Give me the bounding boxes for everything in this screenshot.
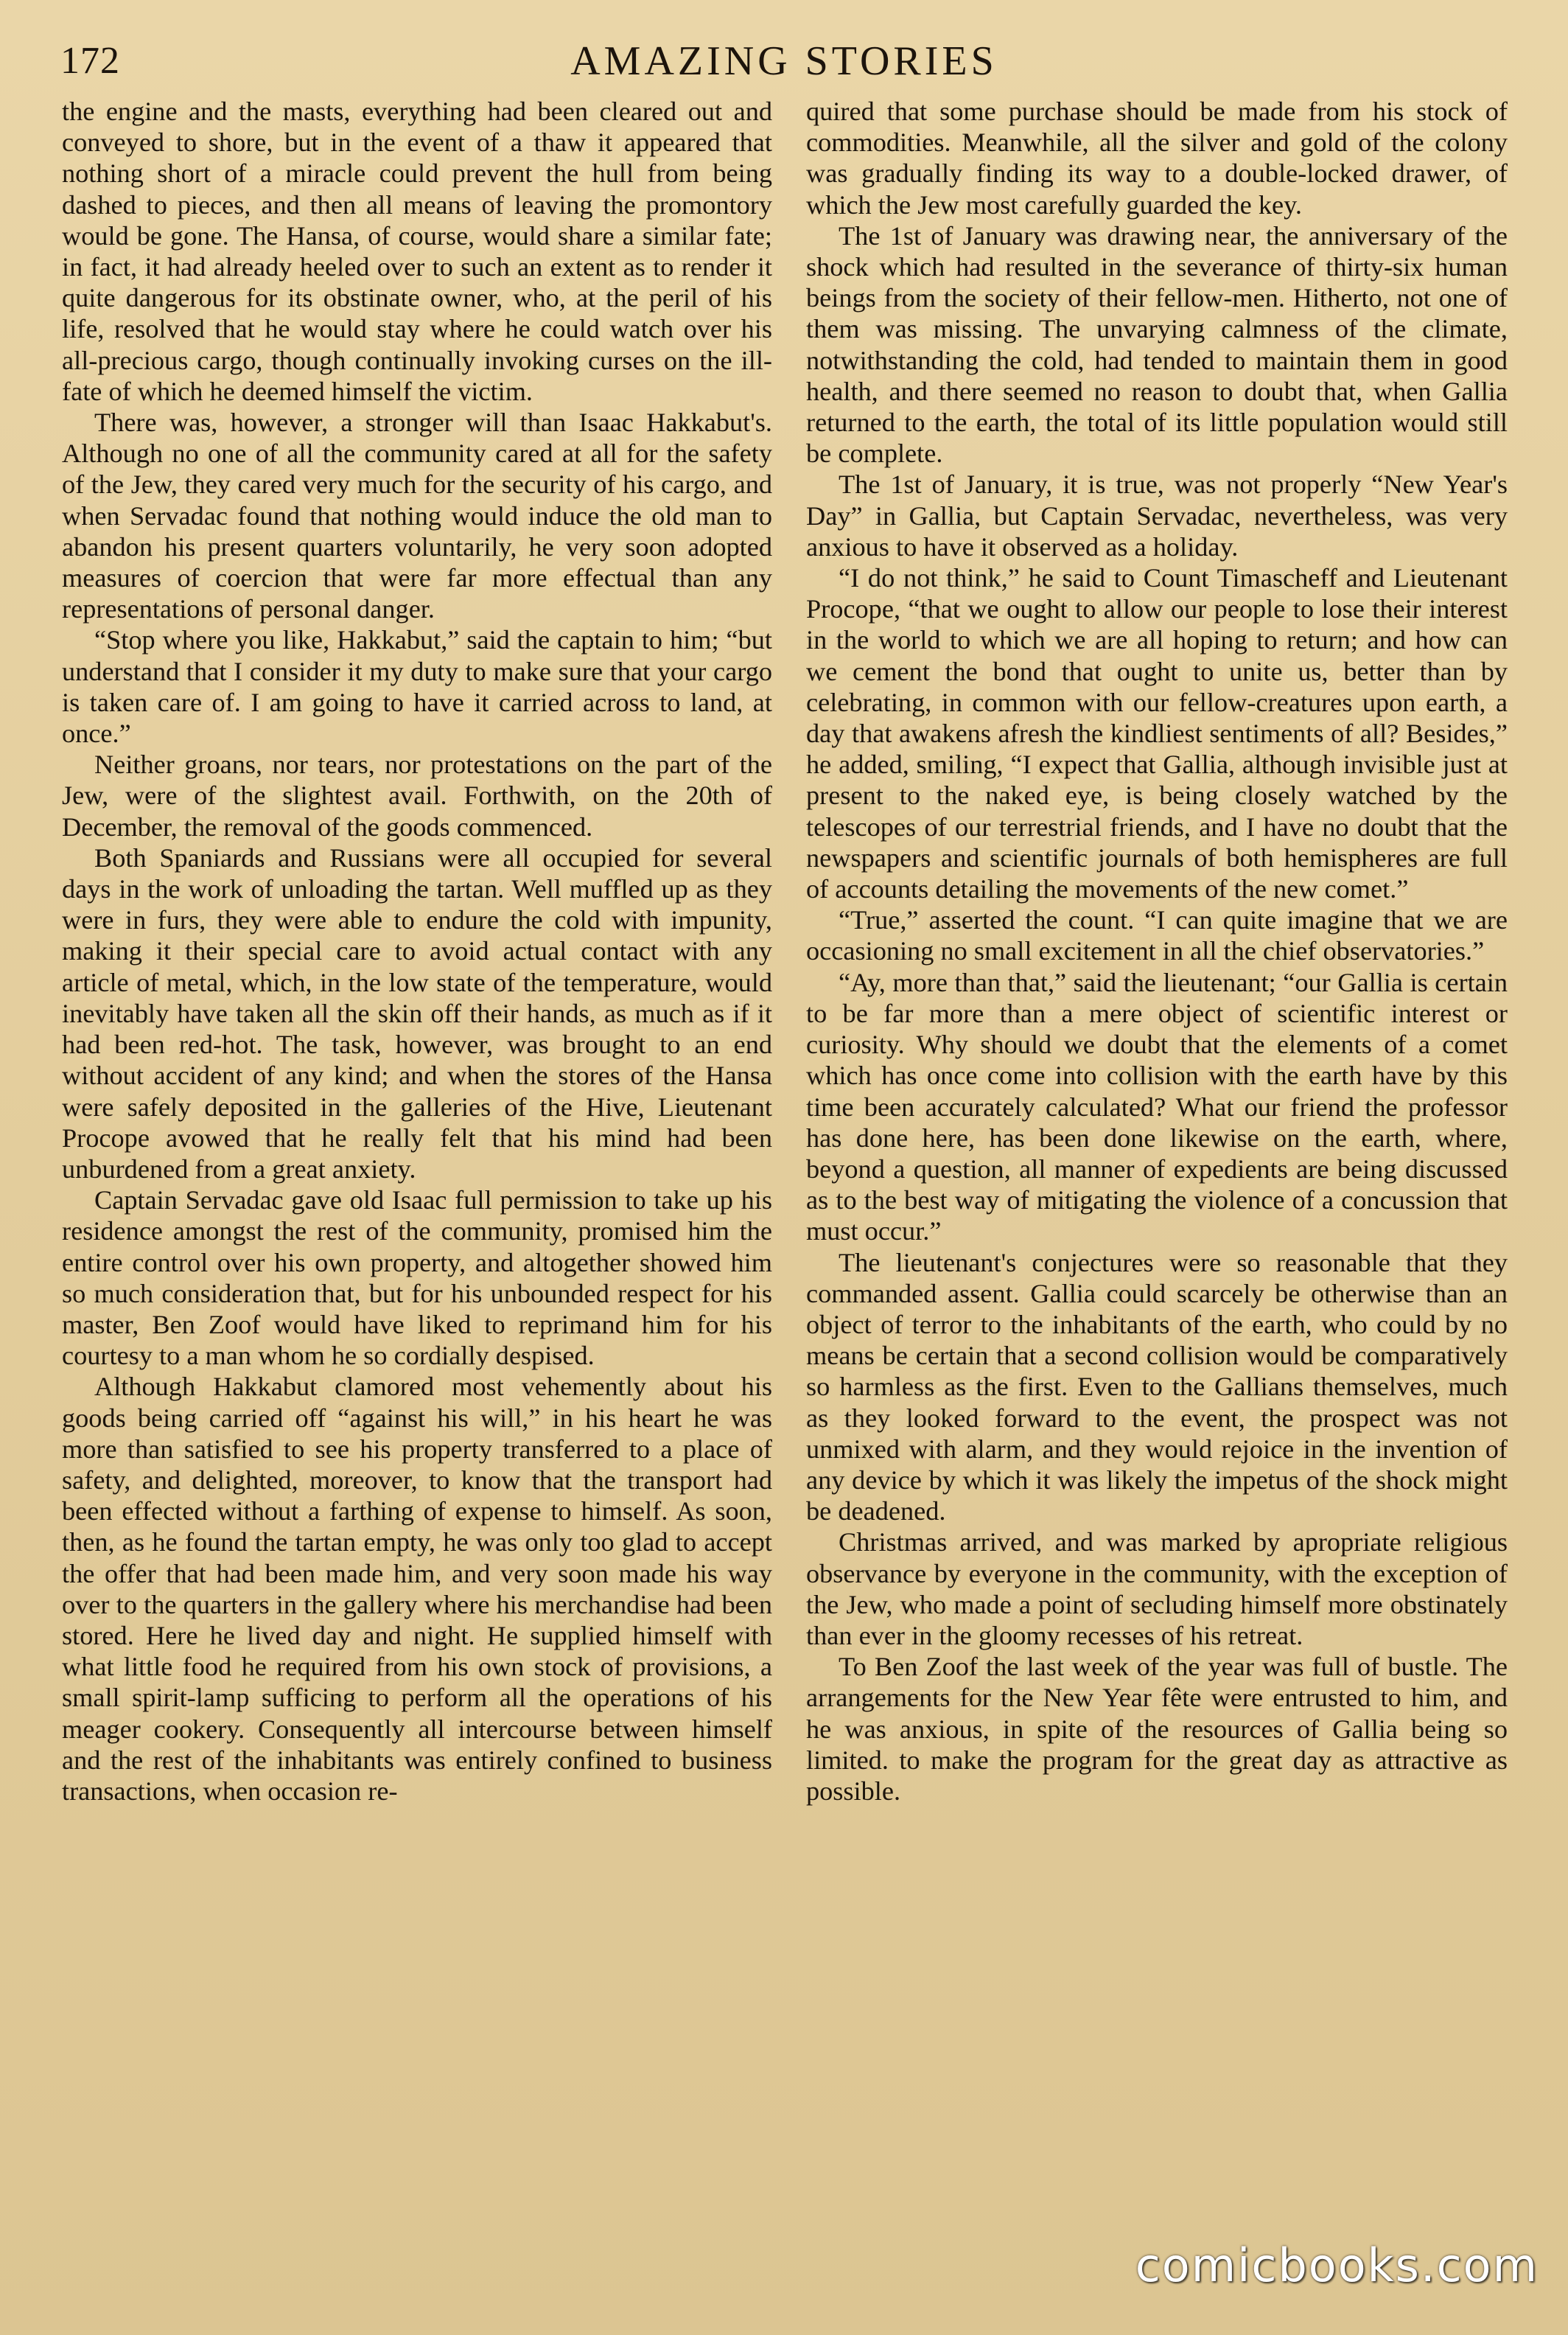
paragraph: “True,” asserted the count. “I can quite imagine that we are occasioning no small excitement in all the chief observatories.” (806, 905, 1508, 966)
paragraph: the engine and the masts, everything had been cleared out and conveyed to shore, but in the event of a thaw it appeared that nothing short of a miracle could prevent the hull from being dashed to pieces, and then all means of leaving the promontory would be gone. The Hansa, of course, would share a similar fate; in fact, it had already heeled over to such an extent as to render it quite dangerous for its obstinate owner, who, at the peril of his life, resolved that he would stay where he could watch over his all-precious cargo, though continually invoking curses on the ill-fate of which he deemed himself the victim. (62, 97, 772, 406)
paragraph: Christmas arrived, and was marked by apropriate religious observance by everyone in the community, with the exception of the Jew, who made a point of secluding himself more obstinately than ever in the gloomy recesses of his retreat. (806, 1527, 1508, 1650)
paragraph: Neither groans, nor tears, nor protestations on the part of the Jew, were of the slightest avail. Forthwith, on the 20th of December, the removal of the goods commenced. (62, 750, 772, 842)
page-number: 172 (60, 40, 120, 82)
right-column (806, 96, 1508, 2255)
paragraph: Both Spaniards and Russians were all occupied for several days in the work of unloading the tartan. Well muffled up as they were in furs, they were able to endure the cold with impunity, making it their special care to avoid actual contact with any article of metal, which, in the low state of the temperature, would inevitably have taken all the skin off their hands, as much as if it had been red-hot. The task, however, was brought to an end without accident of any kind; and when the stores of the Hansa were safely deposited in the galleries of the Hive, Lieutenant Procope avowed that he really felt that his mind had been unburdened from a great anxiety. (62, 842, 772, 1184)
paragraph: Captain Servadac gave old Isaac full permission to take up his residence amongst the rest of the community, promised him the entire control over his own property, and altogether showed him so much consideration that, but for his unbounded respect for his master, Ben Zoof would have liked to reprimand him for his courtesy to a man whom he so cordially despised. (62, 1185, 772, 1371)
paragraph: “Stop where you like, Hakkabut,” said the captain to him; “but understand that I consider it my duty to make sure that your cargo is taken care of. I am going to have it carried across to land, at once.” (62, 625, 772, 749)
magazine-title: AMAZING STORIES (570, 38, 998, 84)
paragraph: Although Hakkabut clamored most vehemently about his goods being carried off “against his will,” in his heart he was more than satisfied to see his property transferred to a place of safety, and delighted, moreover, to know that the transport had been effected without a farthing of expense to himself. As soon, then, as he found the tartan empty, he was only too glad to accept the offer that had been made him, and very soon made his way over to the quarters in the gallery where his merchandise had been stored. Here he lived day and night. He supplied himself with what little food he required from his own stock of provisions, a small spirit-lamp sufficing to perform all the operations of his meager cookery. Consequently all intercourse between himself and the rest of the inhabitants was entirely confined to business transactions, when occasion re- (62, 1372, 772, 1806)
paragraph: The lieutenant's conjectures were so reasonable that they commanded assent. Gallia could scarcely be otherwise than an object of terror to the inhabitants of the earth, who could by no means be certain that a second collision would be comparatively so harmless as the first. Even to the Gallians themselves, much as they looked forward to the event, the prospect was not unmixed with alarm, and they would rejoice in the invention of any device by which it was likely the impetus of the shock might be deadened. (806, 1247, 1508, 1526)
paragraph: quired that some purchase should be made from his stock of commodities. Meanwhile, all the silver and gold of the colony was gradually finding its way to a double-locked drawer, of which the Jew most carefully guarded the key. (806, 97, 1508, 220)
paragraph: The 1st of January was drawing near, the anniversary of the shock which had resulted in the severance of thirty-six human beings from the society of their fellow-men. Hitherto, not one of them was missing. The unvarying calmness of the climate, notwithstanding the cold, had tended to maintain them in good health, and there seemed no reason to doubt that, when Gallia returned to the earth, the total of its little population would still be complete. (806, 220, 1508, 469)
paragraph: “I do not think,” he said to Count Timascheff and Lieutenant Procope, “that we ought to allow our people to lose their interest in the world to which we are all hoping to return; and how can we cement the bond that ought to unite us, better than by celebrating, in common with our fellow-creatures upon earth, a day that awakens afresh the kindliest sentiments of all? Besides,” he added, smiling, “I expect that Gallia, although invisible just at present to the naked eye, is being closely watched by the telescopes of our terrestrial friends, and I have no doubt that the newspapers and scientific journals of both hemispheres are full of accounts detailing the movements of the new comet.” (806, 563, 1508, 904)
left-column (62, 96, 772, 2255)
page-header (60, 35, 1508, 94)
paragraph: The 1st of January, it is true, was not properly “New Year's Day” in Gallia, but Captain Servadac, nevertheless, was very anxious to have it observed as a holiday. (806, 470, 1508, 562)
paragraph: There was, however, a stronger will than Isaac Hakkabut's. Although no one of all the community cared at all for the safety of the Jew, they cared very much for the security of his cargo, and when Servadac found that nothing would induce the old man to abandon his present quarters voluntarily, he very soon adopted measures of coercion that were far more effectual than any representations of personal danger. (62, 408, 772, 624)
paragraph: To Ben Zoof the last week of the year was full of bustle. The arrangements for the New Year fête were entrusted to him, and he was anxious, in spite of the resources of Gallia being so limited. to make the program for the great day as attractive as possible. (806, 1652, 1508, 1806)
paragraph: “Ay, more than that,” said the lieutenant; “our Gallia is certain to be far more than a mere object of scientific interest or curiosity. Why should we doubt that the elements of a comet which has once come into collision with the earth have by this time been accurately calculated? What our friend the professor has done here, has been done likewise on the earth, where, beyond a question, all manner of expedients are being discussed as to the best way of mitigating the violence of a concussion that must occur.” (806, 967, 1508, 1246)
site-watermark: comicbooks.com (1135, 2238, 1539, 2292)
